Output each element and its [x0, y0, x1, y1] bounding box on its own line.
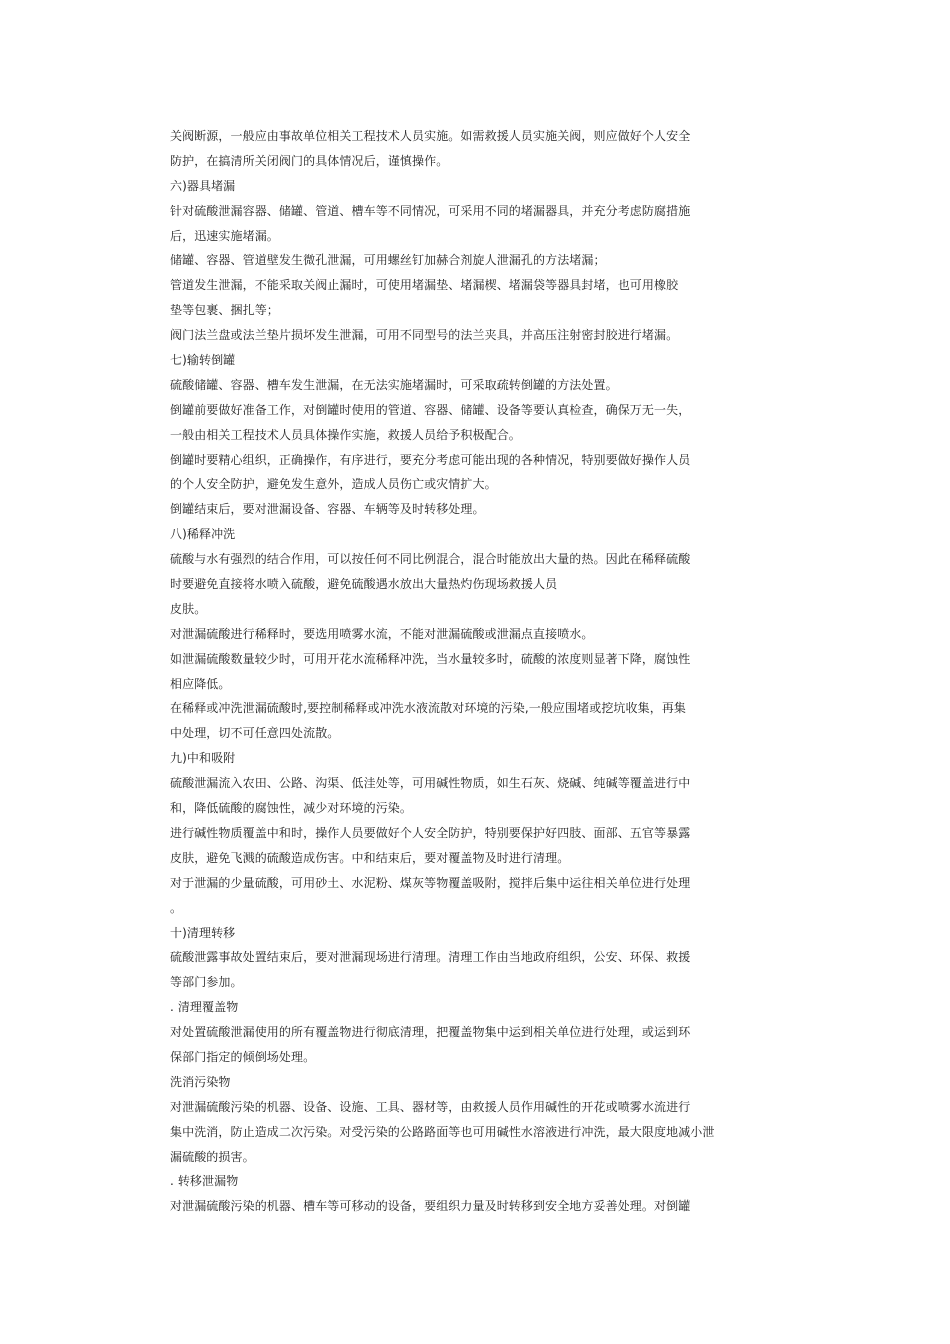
text-line: 倒罐时要精心组织，正确操作，有序进行，要充分考虑可能出现的各种情况，特别要做好操作人员 — [170, 452, 691, 467]
text-line: 漏硫酸的损害。 — [170, 1149, 255, 1164]
text-line: 硫酸泄漏流入农田、公路、沟渠、低洼处等，可用碱性物质，如生石灰、烧碱、纯碱等覆盖进行中 — [170, 776, 691, 791]
text-line: 阀门法兰盘或法兰垫片损坏发生泄漏，可用不同型号的法兰夹具，并高压注射密封胶进行堵漏。 — [170, 328, 679, 343]
text-line: 一般由相关工程技术人员具体操作实施，救援人员给予积极配合。 — [170, 427, 521, 442]
text-line: 硫酸储罐、容器、槽车发生泄漏，在无法实施堵漏时，可采取疏转倒罐的方法处置。 — [170, 377, 618, 392]
text-line: . 转移泄漏物 — [170, 1174, 239, 1189]
text-line: 对泄漏硫酸进行稀释时，要选用喷雾水流，不能对泄漏硫酸或泄漏点直接喷水。 — [170, 626, 594, 641]
section-heading: 七)输转倒罐 — [170, 353, 236, 368]
text-line: 对泄漏硫酸污染的机器、设备、设施、工具、器材等，由救援人员作用碱性的开花或喷雾水流进行 — [170, 1099, 691, 1114]
text-line: 硫酸与水有强烈的结合作用，可以按任何不同比例混合，混合时能放出大量的热。因此在稀释硫酸 — [170, 552, 691, 567]
text-line: 皮肤，避免飞溅的硫酸造成伤害。中和结束后，要对覆盖物及时进行清理。 — [170, 850, 570, 865]
text-line: 中处理，切不可任意四处流散。 — [170, 726, 340, 741]
text-line: 储罐、容器、管道壁发生微孔泄漏，可用螺丝钉加赫合剂旋人泄漏孔的方法堵漏； — [170, 253, 606, 268]
text-line: 洗消污染物 — [170, 1074, 231, 1089]
text-line: 对泄漏硫酸污染的机器、槽车等可移动的设备，要组织力量及时转移到安全地方妥善处理。对倒罐 — [170, 1199, 691, 1214]
document-body — [170, 124, 760, 1219]
text-line: 管道发生泄漏，不能采取关阀止漏时，可使用堵漏垫、堵漏楔、堵漏袋等器具封堵，也可用橡胶 — [170, 278, 679, 293]
section-heading: 六)器具堵漏 — [170, 178, 236, 193]
text-line: 如泄漏硫酸数量较少时，可用开花水流稀释冲洗，当水量较多时，硫酸的浓度则显著下降，腐蚀性 — [170, 651, 691, 666]
text-line: 倒罐结束后，要对泄漏设备、容器、车辆等及时转移处理。 — [170, 502, 485, 517]
text-line: 对于泄漏的少量硫酸，可用砂土、水泥粉、煤灰等物覆盖吸附，搅拌后集中运往相关单位进行处理 — [170, 875, 691, 890]
text-line: 后，迅速实施堵漏。 — [170, 228, 279, 243]
text-line: 进行碱性物质覆盖中和时，操作人员要做好个人安全防护，特别要保护好四肢、面部、五官等暴露 — [170, 825, 691, 840]
text-line: 和，降低硫酸的腐蚀性，减少对环境的污染。 — [170, 801, 413, 816]
text-line: 关阀断源，一般应由事故单位相关工程技术人员实施。如需救援人员实施关阀，则应做好个人安全 — [170, 129, 691, 143]
text-line: 保部门指定的倾倒场处理。 — [170, 1049, 316, 1064]
text-line: 时要避免直接将水喷入硫酸，避免硫酸遇水放出大量热灼伤现场救援人员 — [170, 577, 558, 592]
text-line: 针对硫酸泄漏容器、储罐、管道、槽车等不同情况，可采用不同的堵漏器具，并充分考虑防腐措施 — [170, 203, 691, 218]
section-heading: 十)清理转移 — [170, 925, 236, 940]
text-line: . 清理覆盖物 — [170, 1000, 239, 1015]
text-line: 皮肤。 — [170, 601, 207, 616]
text-line: 的个人安全防护，避免发生意外，造成人员伤亡或灾情扩大。 — [170, 477, 497, 492]
text-line: 。 — [170, 900, 183, 915]
text-line: 集中洗消，防止造成二次污染。对受污染的公路路面等也可用碱性水溶液进行冲洗，最大限度地减小泄 — [170, 1124, 715, 1139]
text-line: 硫酸泄露事故处置结束后，要对泄漏现场进行清理。清理工作由当地政府组织，公安、环保、救援 — [170, 950, 691, 965]
text-line: 相应降低。 — [170, 676, 231, 691]
text-line: 对处置硫酸泄漏使用的所有覆盖物进行彻底清理，把覆盖物集中运到相关单位进行处理，或运到环 — [170, 1025, 691, 1040]
text-line: 倒罐前要做好准备工作，对倒罐时使用的管道、容器、储罐、设备等要认真检查，确保万无一失， — [170, 402, 691, 417]
text-line: 在稀释或冲洗泄漏硫酸时,要控制稀释或冲洗水液流散对环境的污染,一般应围堵或挖坑收集，再集 — [170, 701, 687, 716]
text-line: 防护，在搞清所关闭阀门的具体情况后，谨慎操作。 — [170, 153, 449, 168]
text-line: 垫等包裹、捆扎等； — [170, 303, 279, 318]
section-heading: 八)稀释冲洗 — [170, 527, 236, 542]
text-line: 等部门参加。 — [170, 975, 243, 990]
section-heading: 九)中和吸附 — [170, 751, 236, 766]
